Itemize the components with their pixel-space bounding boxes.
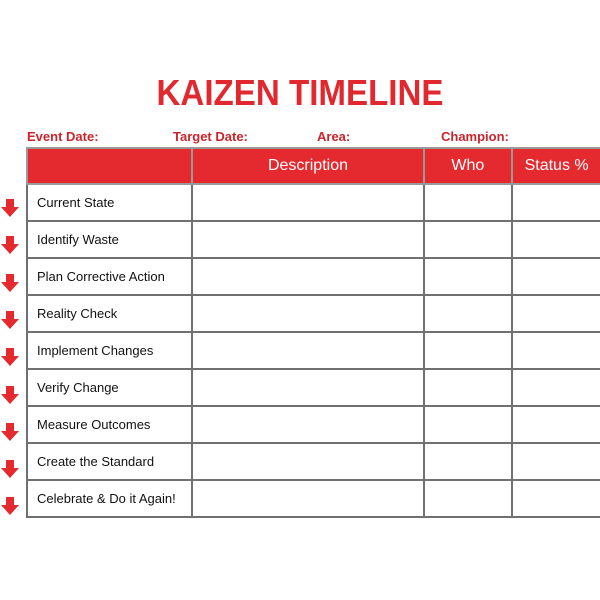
arrow-down-icon bbox=[1, 348, 19, 366]
description-cell[interactable] bbox=[192, 332, 423, 369]
description-cell[interactable] bbox=[192, 443, 423, 480]
arrow-down-icon bbox=[1, 236, 19, 254]
table-row bbox=[27, 480, 600, 517]
status-cell[interactable] bbox=[512, 184, 600, 221]
arrow-down-icon bbox=[1, 386, 19, 404]
who-cell[interactable] bbox=[424, 406, 513, 443]
table-row bbox=[27, 332, 600, 369]
step-label: Measure Outcomes bbox=[27, 406, 192, 443]
arrow-down-icon bbox=[1, 311, 19, 329]
step-label: Verify Change bbox=[27, 369, 192, 406]
arrow-down-icon bbox=[1, 274, 19, 292]
status-cell[interactable] bbox=[512, 221, 600, 258]
target-date-label: Target Date: bbox=[173, 129, 248, 144]
header-fields bbox=[0, 129, 600, 145]
status-cell[interactable] bbox=[512, 443, 600, 480]
who-cell[interactable] bbox=[424, 258, 513, 295]
step-label: Celebrate & Do it Again! bbox=[27, 480, 192, 517]
status-cell[interactable] bbox=[512, 406, 600, 443]
arrow-down-icon bbox=[1, 199, 19, 217]
step-label: Current State bbox=[27, 184, 192, 221]
table-row bbox=[27, 443, 600, 480]
status-cell[interactable] bbox=[512, 295, 600, 332]
page-title: KAIZEN TIMELINE bbox=[156, 72, 444, 113]
who-cell[interactable] bbox=[424, 332, 513, 369]
header-who: Who bbox=[424, 148, 513, 184]
champion-label: Champion: bbox=[441, 129, 509, 144]
description-cell[interactable] bbox=[192, 295, 423, 332]
status-cell[interactable] bbox=[512, 332, 600, 369]
who-cell[interactable] bbox=[424, 369, 513, 406]
description-cell[interactable] bbox=[192, 406, 423, 443]
step-label: Implement Changes bbox=[27, 332, 192, 369]
step-label: Identify Waste bbox=[27, 221, 192, 258]
table-row bbox=[27, 184, 600, 221]
status-cell[interactable] bbox=[512, 258, 600, 295]
step-label: Reality Check bbox=[27, 295, 192, 332]
table-row bbox=[27, 369, 600, 406]
step-label: Plan Corrective Action bbox=[27, 258, 192, 295]
who-cell[interactable] bbox=[424, 443, 513, 480]
area-label: Area: bbox=[317, 129, 351, 144]
table-row bbox=[27, 406, 600, 443]
description-cell[interactable] bbox=[192, 480, 423, 517]
arrow-down-icon bbox=[1, 497, 19, 515]
description-cell[interactable] bbox=[192, 369, 423, 406]
arrow-down-icon bbox=[1, 423, 19, 441]
who-cell[interactable] bbox=[424, 480, 513, 517]
arrow-down-icon bbox=[1, 460, 19, 478]
event-date-label: Event Date: bbox=[27, 129, 99, 144]
table-row bbox=[27, 221, 600, 258]
table-row bbox=[27, 258, 600, 295]
table-row bbox=[27, 295, 600, 332]
who-cell[interactable] bbox=[424, 295, 513, 332]
header-step bbox=[27, 148, 192, 184]
who-cell[interactable] bbox=[424, 221, 513, 258]
status-cell[interactable] bbox=[512, 480, 600, 517]
kaizen-table bbox=[26, 147, 600, 518]
step-label: Create the Standard bbox=[27, 443, 192, 480]
header-status: Status % bbox=[512, 148, 600, 184]
description-cell[interactable] bbox=[192, 221, 423, 258]
description-cell[interactable] bbox=[192, 258, 423, 295]
status-cell[interactable] bbox=[512, 369, 600, 406]
description-cell[interactable] bbox=[192, 184, 423, 221]
header-description: Description bbox=[192, 148, 423, 184]
who-cell[interactable] bbox=[424, 184, 513, 221]
table-header-row bbox=[27, 148, 600, 184]
